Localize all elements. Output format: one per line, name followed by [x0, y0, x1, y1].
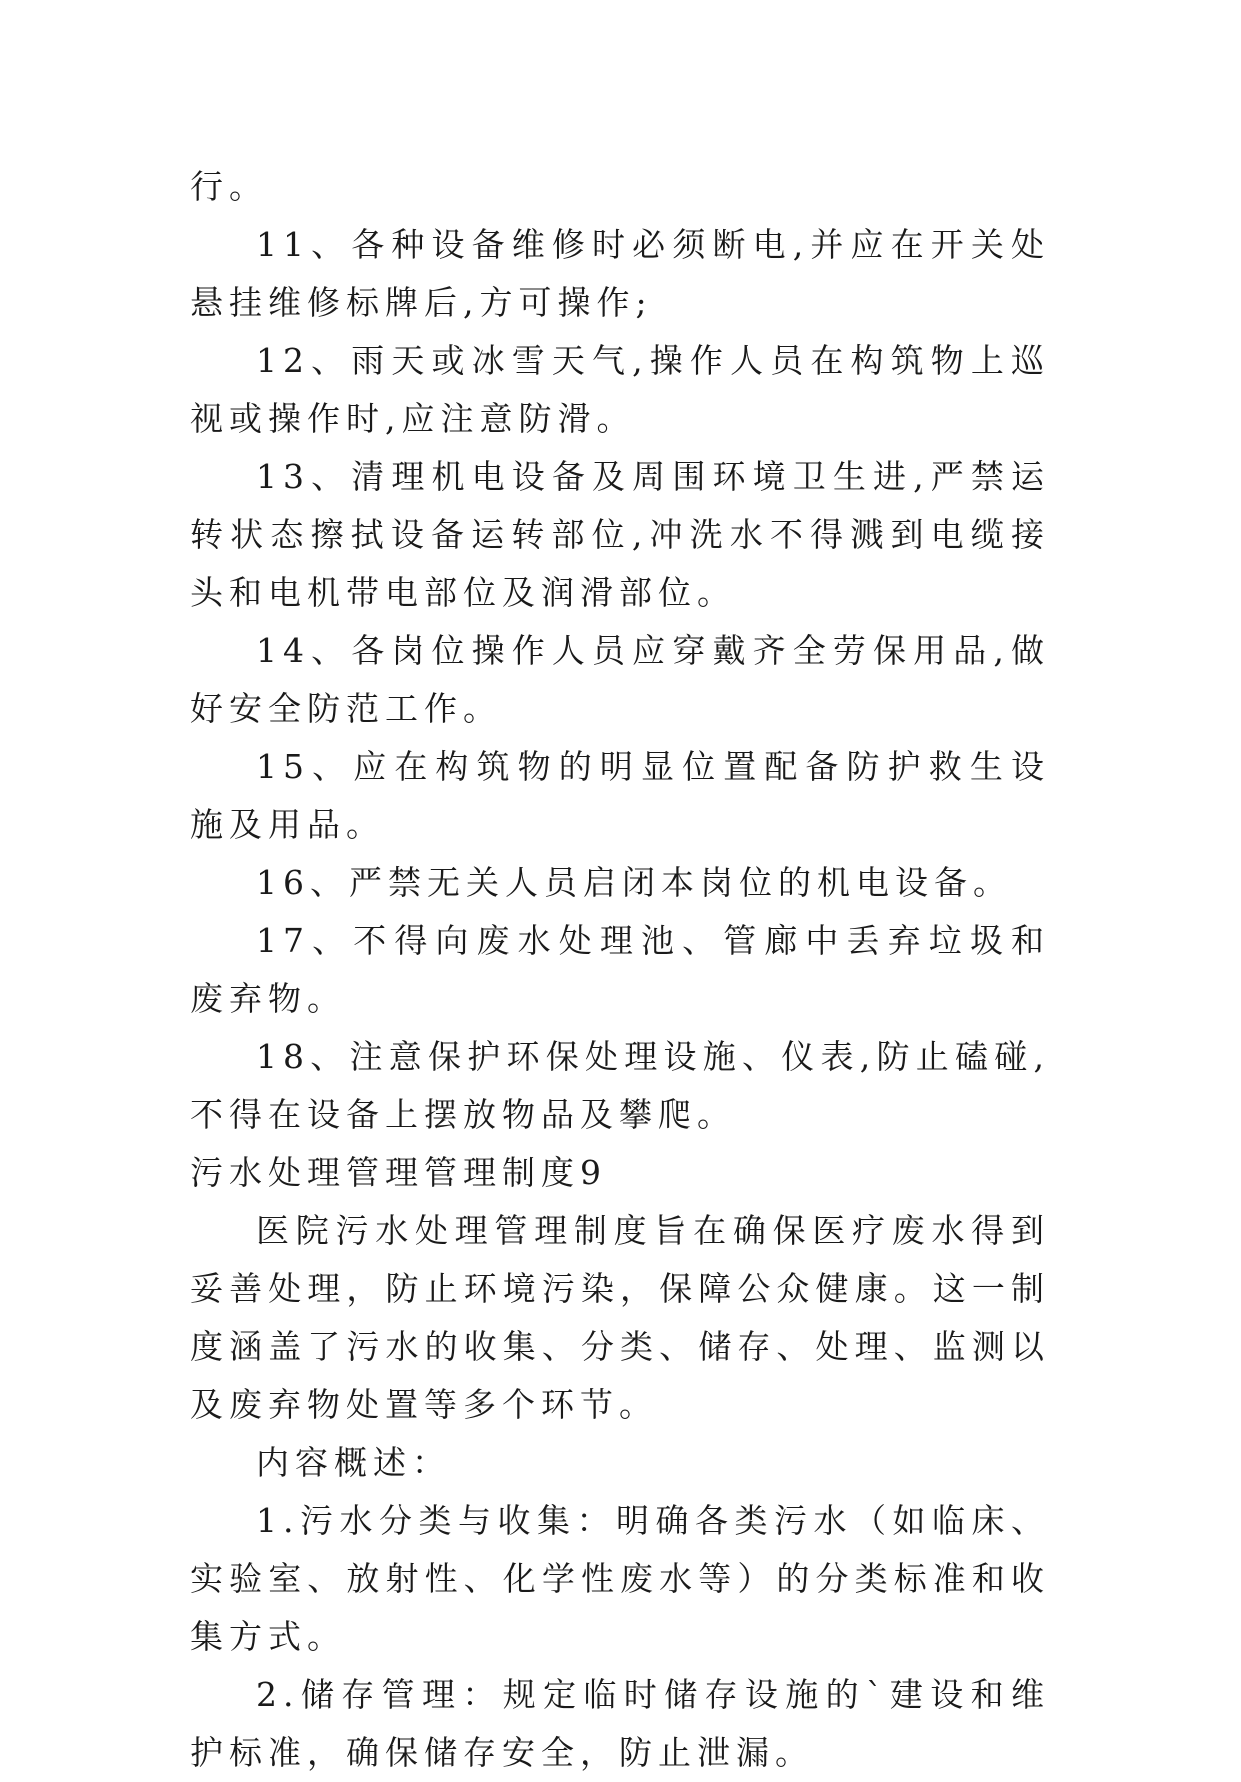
paragraph-continuation: 行。	[190, 167, 268, 206]
paragraph-item-14: 14、各岗位操作人员应穿戴齐全劳保用品,做好安全防范工作。	[190, 631, 1050, 728]
paragraph-item-15: 15、应在构筑物的明显位置配备防护救生设施及用品。	[190, 747, 1050, 844]
paragraph-intro: 医院污水处理管理制度旨在确保医疗废水得到妥善处理，防止环境污染，保障公众健康。这一制度涵盖了污水的收集、分类、储存、处理、监测以及废弃物处置等多个环节。	[190, 1211, 1050, 1424]
paragraph-item-18: 18、注意保护环保处理设施、仪表,防止磕碰,不得在设备上摆放物品及攀爬。	[190, 1037, 1050, 1134]
paragraph-item-16: 16、严禁无关人员启闭本岗位的机电设备。	[256, 863, 1012, 902]
paragraph-item-11: 11、各种设备维修时必须断电,并应在开关处悬挂维修标牌后,方可操作;	[190, 225, 1050, 322]
paragraph-item-12: 12、雨天或冰雪天气,操作人员在构筑物上巡视或操作时,应注意防滑。	[190, 341, 1050, 438]
section-heading: 污水处理管理管理制度9	[190, 1153, 607, 1192]
paragraph-overview-label: 内容概述：	[256, 1443, 451, 1482]
paragraph-point-1: 1.污水分类与收集：明确各类污水（如临床、实验室、放射性、化学性废水等）的分类标准和收集方式。	[190, 1501, 1050, 1656]
paragraph-item-13: 13、清理机电设备及周围环境卫生进,严禁运转状态擦拭设备运转部位,冲洗水不得溅到电缆接头和电机带电部位及润滑部位。	[190, 457, 1050, 612]
paragraph-point-2: 2.储存管理：规定临时储存设施的`建设和维护标准，确保储存安全，防止泄漏。	[190, 1675, 1050, 1772]
paragraph-item-17: 17、不得向废水处理池、管廊中丢弃垃圾和废弃物。	[190, 921, 1050, 1018]
document-body	[190, 158, 1050, 1782]
